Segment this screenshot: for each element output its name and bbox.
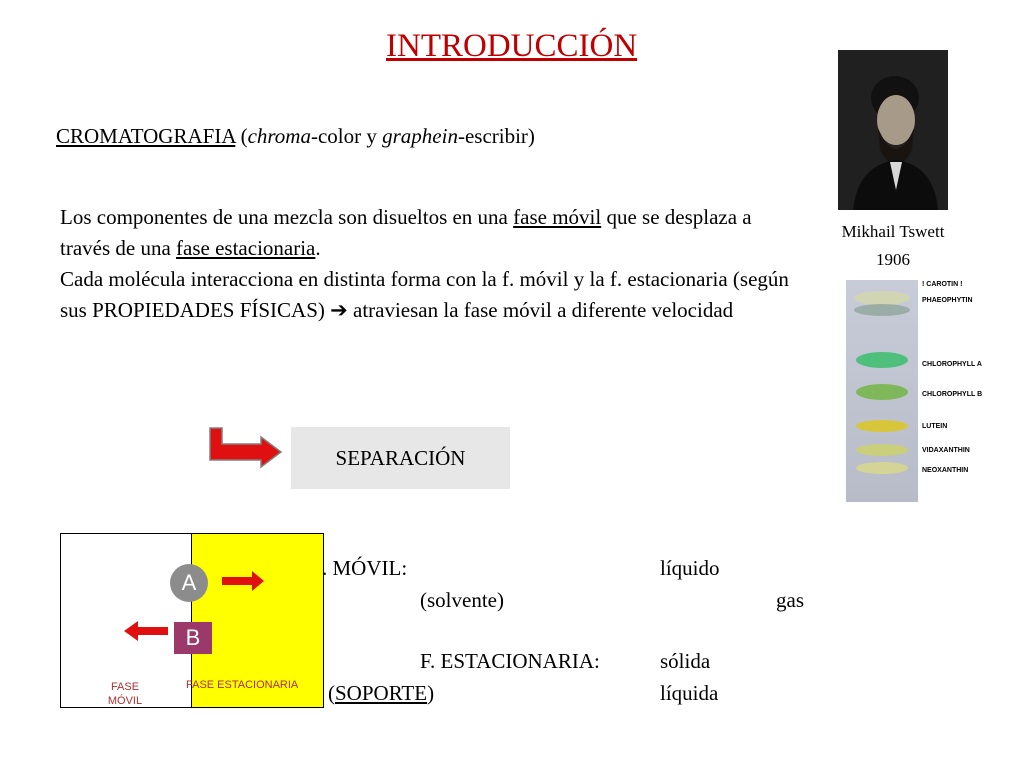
para-text-4: Cada molécula interacciona en distinta forma con la f. móvil y la f. estacionaria (según sus PROPIEDADES FÍSICAS) — [60, 267, 789, 322]
phase-estacionaria-label: F. ESTACIONARIA: — [420, 649, 600, 673]
para-fase-movil: fase móvil — [513, 205, 602, 229]
chromato-label-vidaxanthin: VIDAXANTHIN — [922, 447, 970, 454]
portrait-photo — [838, 50, 948, 210]
portrait-year: 1906 — [876, 250, 910, 269]
chromato-label-neoxanthin: NEOXANTHIN — [922, 467, 969, 474]
phase-movil-sub: (solvente) — [420, 588, 504, 612]
chromato-label-carotin: ! CAROTIN ! — [922, 281, 963, 288]
phase-estacionaria-solid: sólida — [660, 649, 711, 673]
molecule-a-circle: A — [170, 564, 208, 602]
term-cromatografia: CROMATOGRAFIA — [56, 124, 236, 148]
phase-movil-label: . MÓVIL: — [322, 556, 408, 580]
intro-paragraph — [60, 202, 800, 326]
subtitle-definition — [56, 124, 535, 149]
para-fase-estacionaria: fase estacionaria — [176, 236, 316, 260]
separacion-box: SEPARACIÓN — [291, 427, 510, 489]
para-text-5: atraviesan la fase móvil a diferente velocidad — [347, 298, 734, 322]
label-fase-movil-line1: FASE — [110, 681, 140, 693]
soporte-open: ( — [328, 681, 335, 705]
term-chroma: chroma — [247, 124, 311, 148]
chromatogram-image — [846, 280, 992, 502]
phase-movil-liquid: líquido — [660, 556, 720, 580]
soporte-close: ) — [427, 681, 435, 705]
bent-arrow-icon — [205, 425, 285, 471]
term-graphein: graphein — [382, 124, 458, 148]
phase-movil-gas: gas — [776, 588, 804, 612]
slide-title: INTRODUCCIÓN — [386, 28, 638, 64]
graphein-meaning: -escribir) — [457, 124, 535, 148]
molecule-b-square: B — [174, 622, 212, 654]
chromato-label-chlorophyll-b: CHLOROPHYLL B — [922, 391, 983, 398]
label-fase-movil-line2: MÓVIL — [107, 695, 143, 707]
label-fase-estacionaria: FASE ESTACIONARIA — [186, 679, 299, 691]
portrait-caption — [818, 218, 968, 274]
portrait-silhouette — [838, 50, 948, 210]
phase-estacionaria-liquid: líquida — [660, 681, 719, 705]
subtitle-open: ( — [235, 124, 248, 148]
para-text-1: Los componentes de una mezcla son disueltos en una — [60, 205, 514, 229]
chromato-label-lutein: LUTEIN — [922, 423, 948, 430]
portrait-name: Mikhail Tswett — [841, 222, 945, 241]
label-fase-movil — [90, 680, 160, 708]
chromato-label-chlorophyll-a: CHLOROPHYLL A — [922, 361, 982, 368]
phase-estacionaria-sub — [328, 681, 434, 706]
chroma-meaning: -color y — [310, 124, 383, 148]
right-arrow-icon: ➔ — [330, 298, 348, 322]
para-text-2: que se desplaza a través de una — [60, 205, 752, 260]
chromato-label-phaeophytin: PHAEOPHYTIN — [922, 297, 973, 304]
para-text-3: . — [315, 236, 321, 260]
soporte-term: SOPORTE — [335, 681, 428, 705]
